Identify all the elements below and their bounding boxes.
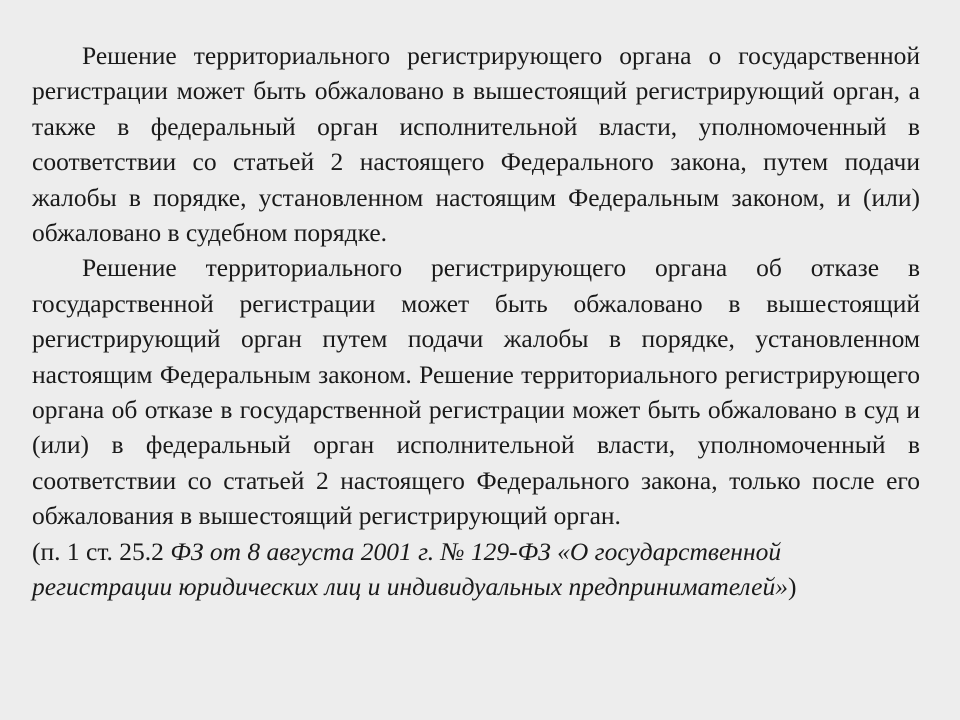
document-body [32, 38, 920, 605]
citation-suffix: ) [787, 572, 797, 602]
paragraph-first: Решение территориального регистрирующего органа о государственной регистрации может быть обжаловано в вышестоящий регистрирующий орган, а также в федеральный орган исполнительной власти, уполномоченный в соответствии со статьей 2 настоящего Федерального закона, путем подачи жалобы в порядке, установленном настоящим Федеральным законом, и (или) обжаловано в судебном порядке. [32, 41, 920, 248]
paragraph-second: Решение территориального регистрирующего органа об отказе в государственной регистрации может быть обжаловано в вышестоящий регистрирующий орган путем подачи жалобы в порядке, установленном настоящим Федеральным законом. Решение территориального регистрирующего органа об отказе в государственной регистрации может быть обжаловано в суд и (или) в федеральный орган исполнительной власти, уполномоченный в соответствии со статьей 2 настоящего Федерального закона, только после его обжалования в вышестоящий регистрирующий орган. [32, 253, 920, 531]
citation-prefix: (п. 1 ст. 25.2 [32, 536, 171, 566]
legal-citation [32, 534, 920, 605]
citation-law-reference: ФЗ от 8 августа 2001 г. № 129-ФЗ «О государственной регистрации юридических лиц и индивидуальных предпринимателей» [32, 536, 788, 602]
